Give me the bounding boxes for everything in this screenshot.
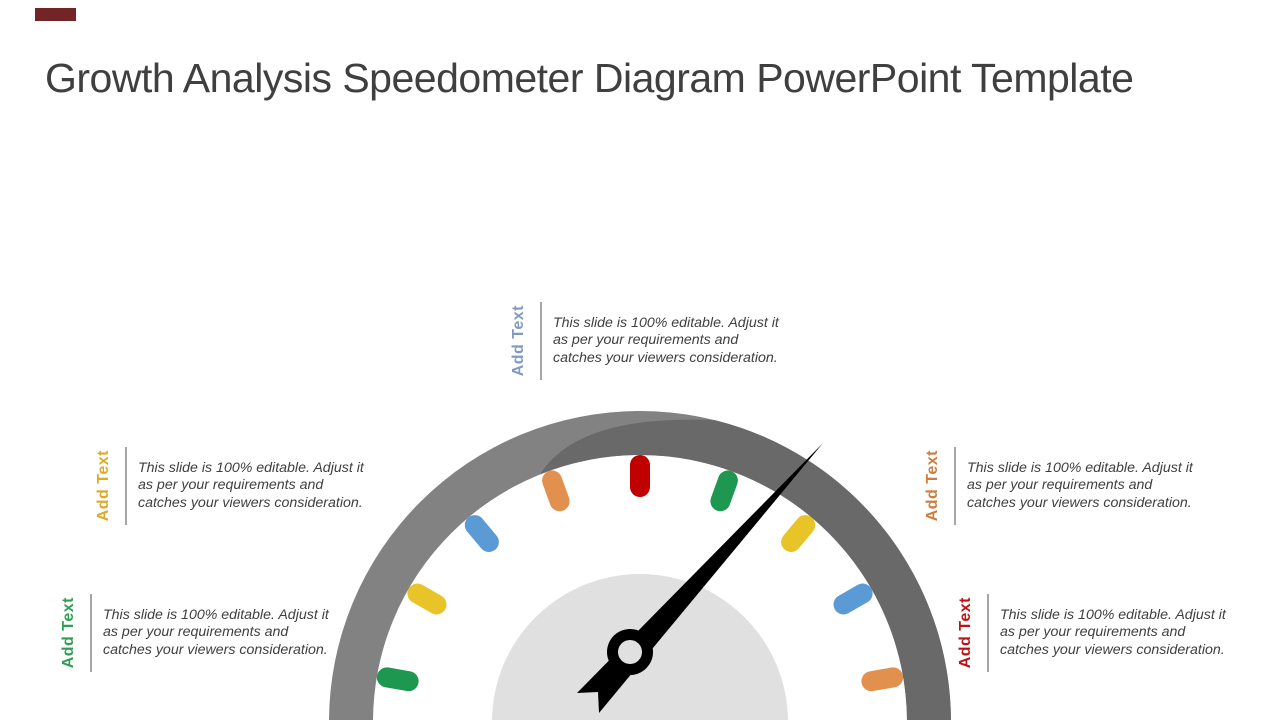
placeholder-text: This slide is 100% editable. Adjust it as per your requirements and catches your viewers consideration. [967, 460, 1193, 511]
add-text-label: Add Text [60, 597, 77, 669]
gauge-tick [387, 677, 409, 681]
separator-line [90, 594, 92, 672]
gauge-tick [791, 525, 805, 542]
separator-line [125, 447, 127, 525]
gauge-tick [871, 677, 893, 681]
gauge-tick [720, 481, 728, 502]
text-block-right-upper [923, 445, 1205, 527]
gauge-tick [844, 594, 863, 605]
text-block-left-upper [94, 445, 376, 527]
gauge-tick [552, 481, 560, 502]
gauge-tick [475, 525, 489, 542]
separator-line [987, 594, 989, 672]
add-text-label: Add Text [924, 450, 941, 522]
placeholder-text: This slide is 100% editable. Adjust it as per your requirements and catches your viewers consideration. [103, 607, 329, 658]
needle-hub-hole [618, 640, 642, 664]
separator-line [954, 447, 956, 525]
page-title: Growth Analysis Speedometer Diagram PowerPoint Template [45, 55, 1134, 101]
add-text-label: Add Text [95, 450, 112, 522]
placeholder-text: This slide is 100% editable. Adjust it as per your requirements and catches your viewers consideration. [138, 460, 364, 511]
placeholder-text: This slide is 100% editable. Adjust it as per your requirements and catches your viewers consideration. [553, 315, 779, 366]
placeholder-text: This slide is 100% editable. Adjust it as per your requirements and catches your viewers consideration. [1000, 607, 1226, 658]
gauge-tick [417, 594, 436, 605]
text-block-top-center [509, 300, 791, 382]
text-block-left-lower [59, 592, 341, 674]
text-block-right-lower [956, 592, 1238, 674]
add-text-label: Add Text [957, 597, 974, 669]
separator-line [540, 302, 542, 380]
add-text-label: Add Text [510, 305, 527, 377]
